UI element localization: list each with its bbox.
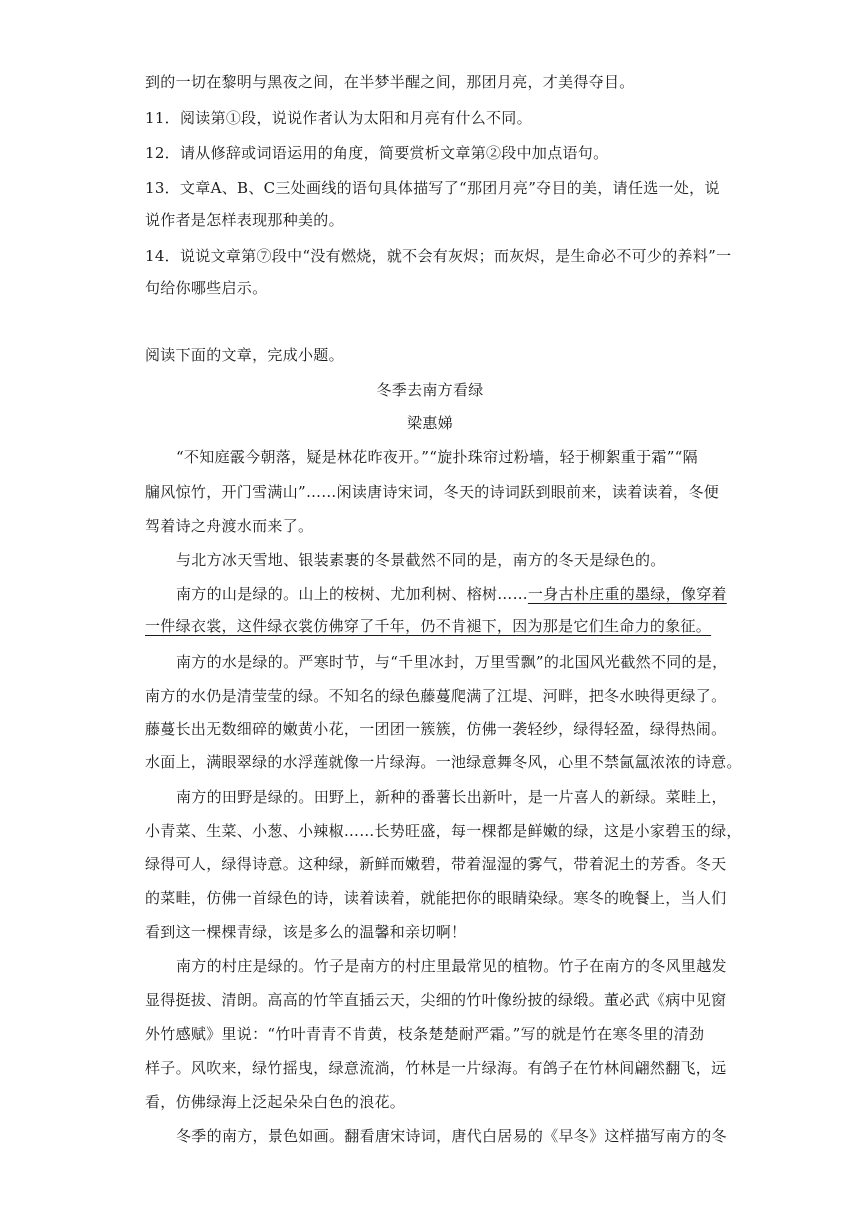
paragraph-5-line-2: 小青菜、生菜、小葱、小辣椒……长势旺盛，每一棵都是鲜嫩的绿，这是小家碧玉的绿，	[145, 822, 742, 840]
paragraph-6-line-1: 南方的村庄是绿的。竹子是南方的村庄里最常见的植物。竹子在南方的冬风里越发	[176, 957, 727, 975]
question-11: 11．阅读第①段，说说作者认为太阳和月亮有什么不同。	[145, 109, 532, 127]
paragraph-5-line-5: 看到这一棵棵青绿，该是多么的温馨和亲切啊！	[145, 923, 467, 941]
paragraph-7-line-1: 冬季的南方，景色如画。翻看唐宋诗词，唐代白居易的《早冬》这样描写南方的冬	[176, 1127, 727, 1145]
article-author: 梁惠娣	[407, 414, 453, 432]
paragraph-3-text: 南方的山是绿的。山上的桉树、尤加利树、榕树……	[176, 585, 528, 603]
reading-instruction: 阅读下面的文章，完成小题。	[145, 346, 344, 364]
paragraph-4-line-2: 南方的水仍是清莹莹的绿。不知名的绿色藤蔓爬满了江堤、河畔，把冬水映得更绿了。	[145, 687, 727, 705]
question-13-line-2: 说作者是怎样表现那种美的。	[145, 211, 344, 229]
paragraph-6-line-5: 看，仿佛绿海上泛起朵朵白色的浪花。	[145, 1093, 406, 1111]
paragraph-3-line-2	[145, 616, 711, 636]
paragraph-2-line-1: 与北方冰天雪地、银装素裹的冬景截然不同的是，南方的冬天是绿色的。	[176, 551, 666, 569]
paragraph-6-line-4: 样子。风吹来，绿竹摇曳，绿意流淌，竹林是一片绿海。有鸽子在竹林间翩然翻飞，远	[145, 1059, 727, 1077]
paragraph-1-line-1: “不知庭霰今朝落，疑是林花昨夜开。”“旋扑珠帘过粉墙，轻于柳絮重于霜”“隔	[176, 448, 698, 466]
preceding-text-line: 到的一切在黎明与黑夜之间，在半梦半醒之间，那团月亮，才美得夺目。	[145, 73, 635, 91]
paragraph-1-line-3: 驾着诗之舟渡水而来了。	[145, 517, 314, 535]
article-title: 冬季去南方看绿	[376, 381, 484, 399]
question-14-line-2: 句给你哪些启示。	[145, 279, 268, 297]
paragraph-4-line-3: 藤蔓长出无数细碎的嫩黄小花，一团团一簇簇，仿佛一袭轻纱，绿得轻盈，绿得热闹。	[145, 720, 727, 738]
question-12: 12．请从修辞或词语运用的角度，简要赏析文章第②段中加点语句。	[145, 144, 609, 162]
underlined-sentence-end: 一件绿衣裳，这件绿衣裳仿佛穿了千年，仍不肯褪下，因为那是它们生命力的象征。	[145, 617, 712, 635]
paragraph-3-line-1	[176, 584, 727, 604]
paragraph-6-line-2: 显得挺拔、清朗。高高的竹竿直插云天，尖细的竹叶像纷披的绿缎。董必武《病中见窗	[145, 991, 727, 1009]
paragraph-4-line-4: 水面上，满眼翠绿的水浮莲就像一片绿海。一池绿意舞冬风，心里不禁氤氲浓浓的诗意。	[145, 753, 742, 771]
question-14-line-1: 14．说说文章第⑦段中“没有燃烧，就不会有灰烬；而灰烬，是生命必不可少的养料”一	[145, 247, 732, 265]
paragraph-5-line-1: 南方的田野是绿的。田野上，新种的番薯长出新叶，是一片喜人的新绿。菜畦上，	[176, 788, 727, 806]
paragraph-5-line-3: 绿得可人，绿得诗意。这种绿，新鲜而嫩碧，带着湿湿的雾气，带着泥土的芳香。冬天	[145, 855, 727, 873]
paragraph-1-line-2: 牖风惊竹，开门雪满山”……闲读唐诗宋词，冬天的诗词跃到眼前来，读着读着，冬便	[145, 483, 720, 501]
paragraph-5-line-4: 的菜畦，仿佛一首绿色的诗，读着读着，就能把你的眼睛染绿。寒冬的晚餐上，当人们	[145, 889, 727, 907]
paragraph-4-line-1: 南方的水是绿的。严寒时节，与“千里冰封，万里雪飘”的北国风光截然不同的是，	[176, 653, 728, 671]
paragraph-6-line-3: 外竹感赋》里说：“竹叶青青不肯黄，枝条楚楚耐严霜。”写的就是竹在寒冬里的清劲	[145, 1025, 705, 1043]
question-13-line-1: 13．文章A、B、C三处画线的语句具体描写了“那团月亮”夺目的美，请任选一处，说	[145, 179, 720, 197]
underlined-sentence-start: 一身古朴庄重的墨绿，像穿着	[527, 585, 727, 603]
